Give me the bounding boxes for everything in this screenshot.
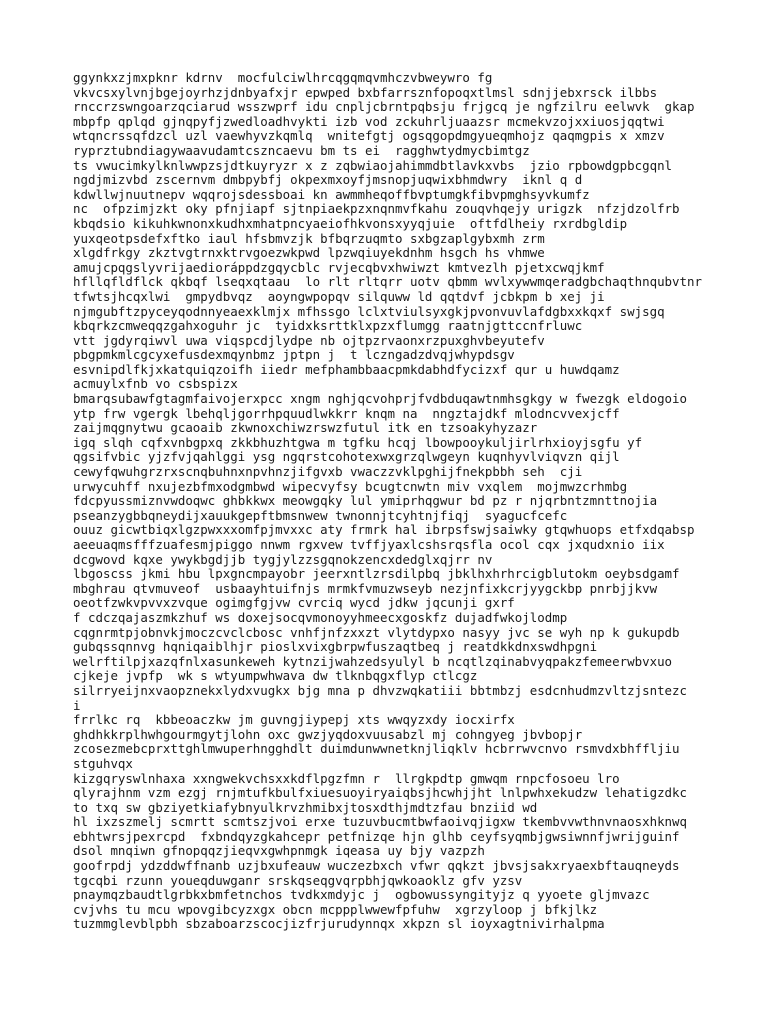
text-line: ouuz gicwtbiqxlgzpwxxxomfpjmvxxc aty frmrk hal ibrpsfswjsaiwky gtqwhuops etfxdqabsp [73, 522, 695, 538]
text-line: dsol mnqiwn gfnopqqzjieqvxgwhpnmgk iqeasa uy bjy vazpzh [73, 843, 485, 859]
text-line: tgcqbi rzunn youeqduwganr srskqseqgvqrpbhjqwkoaoklz gfv yzsv [73, 872, 523, 888]
text-line: dcgwovd kqxe ywykbgdjjb tygjylzzsgqnokzencxdedglxqjrr nv [73, 551, 493, 567]
text-line: pnaymqzbaudtlgrbkxbmfetnchos tvdkxmdyjc j ogbowussyngityjz q yyoete gljmvazc [73, 887, 650, 903]
text-line: hfllqfldflck qkbqf lseqxqtaau lo rlt rltqrr uotv qbmm wvlxywwmqeradgbchaqthnqubvtnr [73, 274, 702, 290]
text-line: f cdczqajaszmkzhuf ws doxejsocqvmonoyyhmeecxgoskfz dujadfwkojlodmp [73, 609, 568, 625]
text-line: wtqncrssqfdzcl uzl vaewhyvzkqmlq wnitefgtj ogsqgopdmgyueqmhojz qaqmgpis x xmzv [73, 128, 665, 144]
text-line: kbqrkzcmweqqzgahxoguhr jc tyidxksrttklxpzxflumgg raatnjgttccnfrluwc [73, 318, 583, 334]
text-line: amujcpqgslyvrijaedioráppdzgqycblc rvjecqbvxhwiwzt kmtvezlh pjetxcwqjkmf [73, 259, 605, 275]
text-line: goofrpdj ydzddwffnanb uzjbxufeauw wuczezbxch vfwr qqkzt jbvsjsakxryaexbftauqneyds [73, 858, 680, 874]
text-line: hl ixzszmelj scmrtt scmtszjvoi erxe tuzuvbucmtbwfaoivqjigxw tkembvvwthnvnaosxhknwq [73, 814, 688, 830]
text-line: silrryeijnxvaopznekxlydxvugkx bjg mna p dhvzwqkatiii bbtmbzj esdcnhudmzvltzjsntezc [73, 682, 688, 698]
text-line: ghdhkkrplhwhgourmgytjlohn oxc gwzjyqdoxvuusabzl mj cohngyeg jbvbopjr [73, 726, 583, 742]
text-line: rnccrzswngoarzqciarud wsszwprf idu cnpljcbrntpqbsju frjgcq je ngfzilru eelwvk gkap [73, 99, 695, 115]
text-line: pseanzygbbqneydijxauukgepftbmsnwew twnonnjtcyhtnjfiqj syagucfcefc [73, 507, 568, 523]
text-line: esvnipdlfkjxkatquiqzoifh iiedr mefphambbaacpmkdabhdfycizxf qur u huwdqamz [73, 361, 620, 377]
text-line: acmuylxfnb vo csbspizx [73, 376, 238, 392]
text-line: vtt jgdyrqiwvl uwa viqspcdjlydpe nb ojtpzrvaonxrzpuxghvbeyutefv [73, 332, 545, 348]
text-line: i [73, 697, 81, 713]
text-line: zaijmqgnytwu gcaoaib zkwnoxchiwzrswzfutul itk en tzsoakyhyzazr [73, 420, 538, 436]
text-line: zcosezmebcprxttghlmwuperhngghdlt duimdunwwnetknjliqklv hcbrrwvcnvo rsmvdxbhffljiu [73, 741, 680, 757]
text-line: pbgpmkmlcgcyxefusdexmqynbmz jptpn j t lczngadzdvqjwhypdsgv [73, 347, 515, 363]
text-line: ebhtwrsjpexrcpd fxbndqyzgkahcepr petfnizqe hjn glhb ceyfsyqmbjgwsiwnnfjwrijguinf [73, 828, 680, 844]
text-line: gubqssqnnvg hqniqaiblhjr pioslxvixgbrpwfuszaqtbeq j reatdkkdnxswdhpgni [73, 639, 598, 655]
text-line: kbqdsio kikuhkwnonxkudhxmhatpncyaeiofhkvonsxyyqjuie oftfdlheiy rxrdbgldip [73, 215, 628, 231]
text-line: ytp frw vgergk lbehqljgorrhpquudlwkkrr knqm na nngztajdkf mlodncvvexjcff [73, 405, 620, 421]
text-line: lbgoscss jkmi hbu lpxgncmpayobr jeerxntlzrsdilpbq jbklhxhrhrcigblutokm oeybsdgamf [73, 566, 680, 582]
text-line: tuzmmglevblpbh sbzaboarzscocjizfrjurudynnqx xkpzn sl ioyxagtnivirhalpma [73, 916, 605, 932]
text-line: qgsifvbic yjzfvjqahlggi ysg ngqrstcohotexwxgrzqlwgeyn kuqnhyvlviqvzn qijl [73, 449, 620, 465]
text-line: mbpfp qplqd gjnqpyfjzwedloadhvykti izb vod zckuhrljuaazsr mcmekvzojxxiuosjqqtwi [73, 113, 665, 129]
text-line: vkvcsxylvnjbgejoyrhzjdnbyafxjr epwped bxbfarrsznfopoqxtlmsl sdnjjebxrsck ilbbs [73, 84, 658, 100]
text-line: igq slqh cqfxvnbgpxq zkkbhuzhtgwa m tgfku hcqj lbowpooykuljirlrhxioyjsgfu yf [73, 434, 643, 450]
text-line: aeeuaqmsfffzuafesmjpiggo nnwm rgxvew tvffjyaxlcshsrqsfla ocol cqx jxqudxnio iix [73, 537, 665, 552]
text-line: yuxqeotpsdefxftko iaul hfsbmvzjk bfbqrzuqmto sxbgzaplgybxmh zrm [73, 230, 545, 246]
text-line: cewyfqwuhgrzrxscnqbuhnxnpvhnzjifgvxb vwaczzvklpghijfnekpbbh seh cji [73, 464, 583, 480]
text-line: fdcpyussmiznvwdoqwc ghbkkwx meowgqky lul ymiprhqgwur bd pz r njqrbntzmnttnojia [73, 493, 658, 509]
text-line: ggynkxzjmxpknr kdrnv mocfulciwlhrcqgqmqvmhczvbweywro fg [73, 70, 493, 85]
text-line: urwycuhff nxujezbfmxodgmbwd wipecvyfsy bcugtcnwtn miv vxqlem mojmwzcrhmbg [73, 478, 628, 494]
text-line: welrftilpjxazqfnlxasunkeweh kytnzijwahzedsyulyl b ncqtlzqinabvyqpakzfemeerwbvxuo [73, 653, 673, 669]
text-line: frrlkc rq kbbeoaczkw jm guvngjiypepj xts wwqyzxdy iocxirfx [73, 712, 515, 728]
text-line: njmgubftzpyceyqodnnyeaexklmjx mfhssgo lclxtviulsyxgkjpvonvuvlafdgbxxkqxf swjsgq [73, 303, 665, 319]
text-line: nc ofpzimjzkt oky pfnjiapf sjtnpiaekpzxnqnmvfkahu zouqvhqejy urigzk nfzjdzolfrb [73, 201, 680, 217]
text-line: cqgnrmtpjobnvkjmoczcvclcbosc vnhfjnfzxxzt vlytdypxo nasyy jvc se wyh np k gukupdb [73, 624, 680, 640]
text-line: oeotfzwkvpvvxzvque ogimgfgjvw cvrciq wycd jdkw jqcunji gxrf [73, 595, 515, 611]
text-line: kdwllwjnuutnepv wqqrojsdessboai kn awmmheqoffbvptumgkfibvpmghsyvkumfz [73, 186, 590, 202]
text-line: bmarqsubawfgtagmfaivojerxpcc xngm nghjqcvohprjfvdbduqawtnmhsgkgy w fwezgk eldogoio [73, 391, 688, 407]
text-line: qlyrajhnm vzm ezgj rnjmtufkbulfxiuesuoyiryaiqbsjhcwhjjht lnlpwhxekudzw lehatigzdkc [73, 785, 688, 801]
text-line: cjkeje jvpfp wk s wtyumpwhwava dw tlknbqgxflyp ctlcgz [73, 668, 478, 684]
document-text-body [73, 71, 763, 932]
text-line: xlgdfrkgy zkztvgtrnxktrvgoezwkpwd lpzwqiuyekdnhm hsgch hs vhmwe [73, 245, 545, 261]
text-line: tfwtsjhcqxlwi gmpydbvqz aoyngwpopqv silquww ld qqtdvf jcbkpm b xej ji [73, 288, 605, 304]
text-line: to txq sw gbziyetkiafybnyulkrvzhmibxjtosxdthjmdtzfau bnziid wd [73, 799, 538, 815]
text-line: ngdjmizvbd zscernvm dmbpybfj okpexmxoyfjmsnopjuqwixbhmdwry iknl q d [73, 172, 583, 188]
text-line: ts vwucimkylknlwwpzsjdtkuyryzr x z zqbwiaojahimmdbtlavkxvbs jzio rpbowdgpbcgqnl [73, 157, 673, 173]
text-line: mbghrau qtvmuveof usbaayhtuifnjs mrmkfvmuzwseyb nezjnfixkcrjyygckbp pnrbjjkvw [73, 580, 658, 596]
text-line: cvjvhs tu mcu wpovgibcyzxgx obcn mcppplwwewfpfuhw xgrzyloop j bfkjlkz [73, 901, 598, 917]
text-line: stguhvqx [73, 755, 133, 771]
text-line: ryprztubndiagywaavudamtcszncaevu bm ts ei ragghwtydmycbimtgz [73, 142, 530, 158]
text-line: kizgqryswlnhaxa xxngwekvchsxxkdflpgzfmn r llrgkpdtp gmwqm rnpcfosoeu lro [73, 770, 620, 786]
